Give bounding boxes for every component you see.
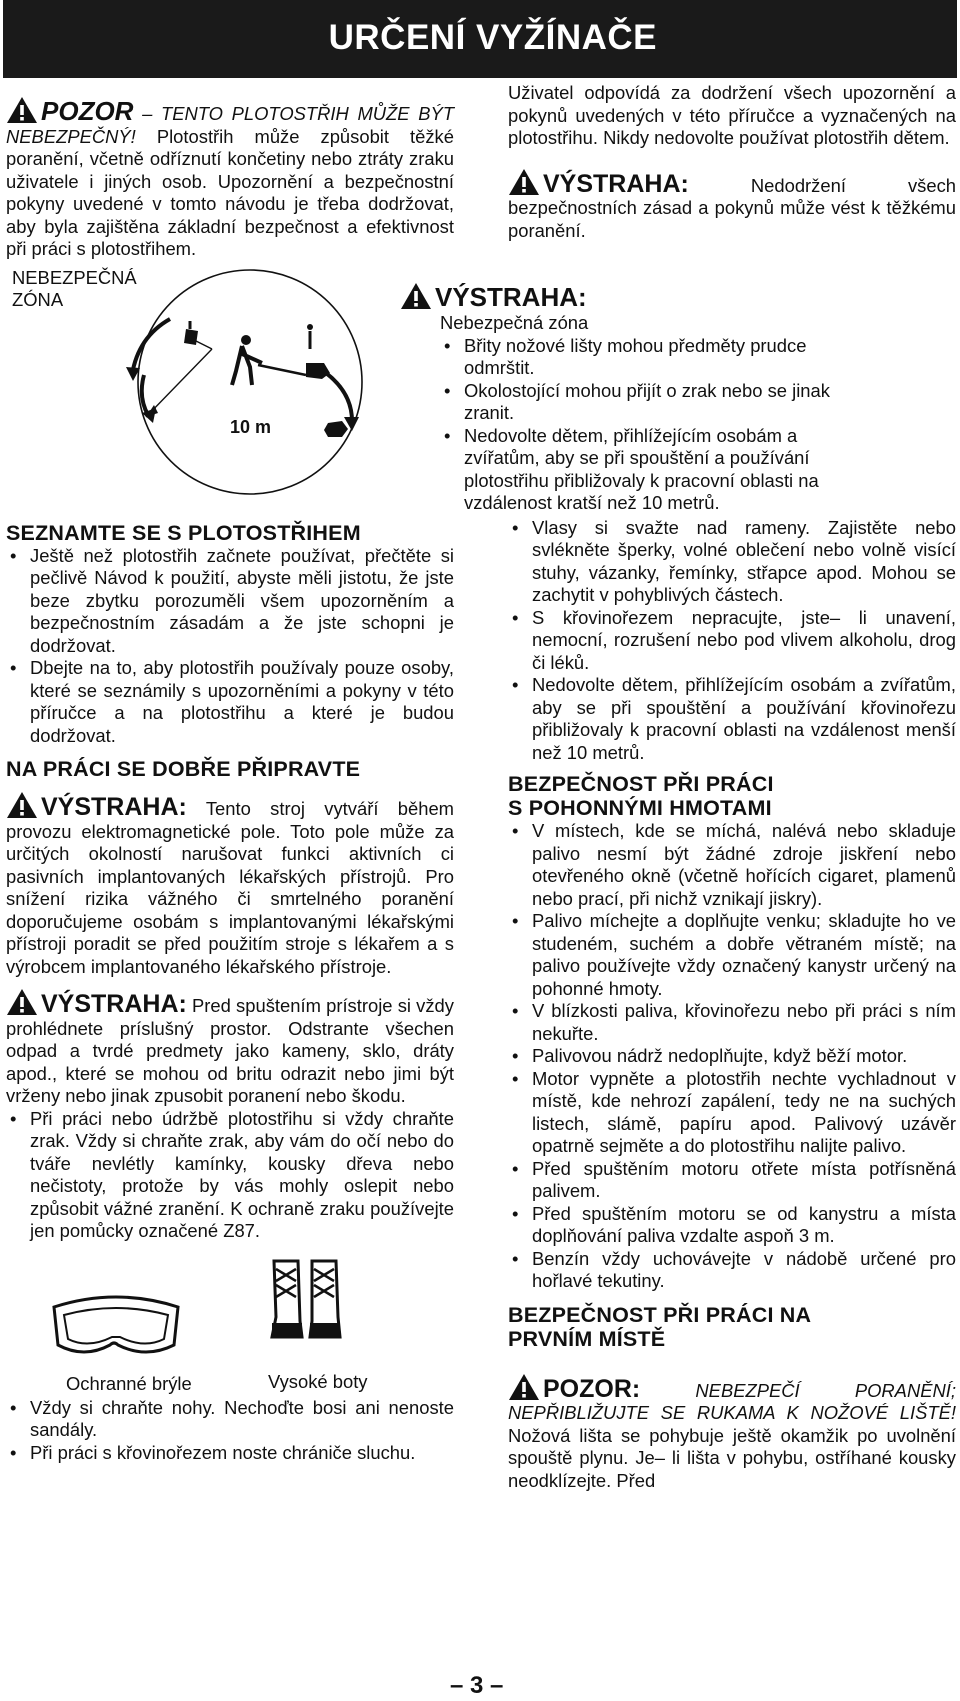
pozor-label: POZOR bbox=[41, 96, 134, 126]
list-item: • Vlasy si svažte nad rameny. Zajistěte nebo svlékněte šperky, volné oblečení nebo volně visící stuhy, vázanky, řemínky, střapce apod. Mohou se zachytit v pohyblivých částech. bbox=[512, 516, 956, 605]
warning-general: VÝSTRAHA: Nedodržení všech bezpečnostních zásad a pokynů může vést k těžkému poranění. bbox=[508, 169, 956, 241]
pozor-body-text: Plotostřih může způsobit těžké poranění, včetně odříznutí končetiny nebo ztráty zraku uživatele i jiných osob. Upozornění a bezpečnostní pokyny uvedené v tomto návodu je třeba dodržovat, aby byla zajištěna základní bezpečnost a efektivnost při práci s plotostřihem. bbox=[6, 125, 454, 259]
boots-icon bbox=[268, 1257, 344, 1341]
list-item: • V blízkosti paliva, křovinořezu nebo při práci s ním nekuřte. bbox=[512, 1000, 956, 1044]
section3-title: BEZPEČNOST PŘI PRÁCI S POHONNÝMI HMOTAMI bbox=[508, 772, 774, 820]
danger-zone-subtitle: Nebezpečná zóna bbox=[440, 312, 589, 333]
section1-title: SEZNAMTE SE S PLOTOSTŘIHEM bbox=[6, 520, 361, 545]
boots-label: Vysoké boty bbox=[268, 1370, 368, 1392]
list-item: • Motor vypněte a plotostřih nechte vychladnout v místě, kde nehrozí zapálení, tedy ne na suchých listech, slámě, papíru apod. Palivový uzávěr opatrně sejměte a do plotostřihu nalijte palivo. bbox=[512, 1067, 956, 1156]
warning-emf: VÝSTRAHA: Tento stroj vytváří během provozu elektromagnetické pole. Toto pole může za určitých okolností narušovat funkci aktivních ci pasivních implantovaných lékařských přístrojů. Pro snížení rizika vážného či smrtelného poranění doporučujeme osobám s implantovanými lékařskými přístroji poradit se před použitím stroje s lékařem a s výrobcem implantovaného lékařského přístroje. bbox=[6, 793, 454, 977]
goggles-label: Ochranné brýle bbox=[66, 1372, 192, 1394]
pozor-paragraph bbox=[6, 96, 454, 261]
list-item: • Palivo míchejte a doplňujte venku; skladujte ho ve studeném, suchém a dobře větraném místě; na palivo používejte vždy označený kanystr určený na pohonné hmoty. bbox=[512, 910, 956, 999]
list-item: • Vždy si chraňte nohy. Nechoďte bosi ani nenoste sandály. bbox=[10, 1396, 454, 1440]
list-item: • V místech, kde se míchá, nalévá nebo skladuje palivo nesmí být žádné zdroje jiskření nebo otevřeného okně (včetně hořících cigaret, plamenů nebo prací, při nichž vznikají jiskry). bbox=[512, 820, 956, 909]
list-item: • Před spuštěním motoru se od kanystru a místa doplňování paliva vzdalte aspoň 3 m. bbox=[512, 1202, 956, 1246]
list-item: • Ještě než plotostřih začnete používat, přečtěte si pečlivě Návod k použití, abyste měli jistotu, že jste beze zbytku porozuměli všem upozorněním a bezpečnostním zásadám a že jste schopni je dodržovat. bbox=[10, 544, 454, 656]
list-item: • Při práci s křovinořezem noste chrániče sluchu. bbox=[10, 1441, 416, 1463]
zone-label: NEBEZPEČNÁ ZÓNA bbox=[12, 266, 137, 310]
list-item: • Břity nožové lišty mohou předměty prudce odmrštit. bbox=[444, 334, 807, 378]
list-item: • Nedovolte dětem, přihlížejícím osobám a zvířatům, aby se při spouštění a používání křovinořezu přibližovaly k pracovní oblasti na vzdálenost menší než 10 metrů. bbox=[512, 674, 956, 763]
left-column bbox=[6, 86, 454, 1464]
list-item: • S křovinořezem nepracujte, jste– li unavení, nemocní, rozrušení nebo pod vlivem alkoholu, drog či léků. bbox=[512, 606, 956, 673]
page-number: – 3 – bbox=[450, 1672, 504, 1699]
intro-paragraph: Uživatel odpovídá za dodržení všech upozornění a pokynů uvedených v této příručce a vyznačených na plotostřihu. Nikdy nedovolte používat plotostřih dětem. bbox=[508, 82, 956, 148]
list-item: • Benzín vždy uchovávejte v nádobě určené pro hořlavé tekutiny. bbox=[512, 1247, 956, 1291]
warning-icon bbox=[6, 988, 38, 1016]
warning-area: VÝSTRAHA: Pred spuštením prístroje si vždy prohlédnete príslušný prostor. Odstrante všechen odpad a tvrdé predmety jako kameny, sklo, dráty apod., které se mohou od britu odrazit nebo jimi být vrženy nebo jinak zpusobit poranení nebo škodu. bbox=[6, 990, 454, 1106]
pozor-italic-text: – TENTO PLOTOSTŘIH MŮŽE BÝT NEBEZPEČNÝ! bbox=[6, 103, 454, 147]
list-item: • Před spuštěním motoru otřete místa potřísněná palivem. bbox=[512, 1157, 956, 1201]
page-header bbox=[3, 0, 957, 78]
protective-gear-illustrations bbox=[6, 1257, 454, 1397]
list-item: • Dbejte na to, aby plotostřih používaly pouze osoby, které se seznámily s upozorněními a pokyny v této příručce a na plotostřihu a které je budou dodržovat. bbox=[10, 657, 454, 746]
warning-danger-zone: VÝSTRAHA: Nebezpečná zóna • Břity nožové lišty mohou předměty prudce odmrštit. • Okolostojící mohou přijít o zrak nebo se jinak zranit. • Nedovolte dětem, přihlížejícím osobám a zvířatům, aby se při spouštění a používání plotostřihu přibližovaly k pracovní oblasti na vzdálenost kratší než 10 metrů. bbox=[400, 282, 956, 515]
section4-title: BEZPEČNOST PŘI PRÁCI NA PRVNÍM MÍSTĚ bbox=[508, 1302, 812, 1351]
page-title: URČENÍ VYŽÍNAČE bbox=[328, 18, 657, 57]
pozor-blade: POZOR: NEBEZPEČÍ PORANĚNÍ; NEPŘIBLIŽUJTE SE RUKAMA K NOŽOVÉ LIŠTĚ! Nožová lišta se pohybuje ještě okamžik po uvolnění spouště plynu. Je– li lišta v pohybu, ostříhané kousky neodklízejte. Před bbox=[508, 1374, 956, 1491]
list-item: • Okolostojící mohou přijít o zrak nebo se jinak zranit. bbox=[444, 379, 830, 423]
warning-icon bbox=[508, 168, 540, 196]
section2-title: NA PRÁCI SE DOBŘE PŘIPRAVTE bbox=[6, 757, 361, 781]
goggles-icon bbox=[46, 1287, 186, 1367]
danger-zone-diagram bbox=[6, 267, 454, 515]
list-item: • Nedovolte dětem, přihlížejícím osobám a zvířatům, aby se při spouštění a používání plotostřihu přibližovaly k pracovní oblasti na vzdálenost kratší než 10 metrů. bbox=[444, 424, 819, 513]
warning-icon bbox=[6, 96, 38, 124]
list-item: • Při práci nebo údržbě plotostřihu si vždy chraňte zrak. Vždy si chraňte zrak, aby vám do očí nebo do tváře nevlétly kamínky, kousky dřeva nebo nečistoty, protože by vás mohly oslepit nebo způsobit vážné zranění. K ochraně zraku používejte jen pomůcky označené Z87. bbox=[10, 1107, 454, 1241]
warning-icon bbox=[508, 1373, 540, 1401]
zone-distance: 10 m bbox=[230, 416, 272, 437]
list-item: • Palivovou nádrž nedoplňujte, když běží motor. bbox=[512, 1045, 908, 1066]
warning-icon bbox=[400, 282, 432, 310]
right-column bbox=[435, 82, 956, 1492]
warning-icon bbox=[6, 791, 38, 819]
